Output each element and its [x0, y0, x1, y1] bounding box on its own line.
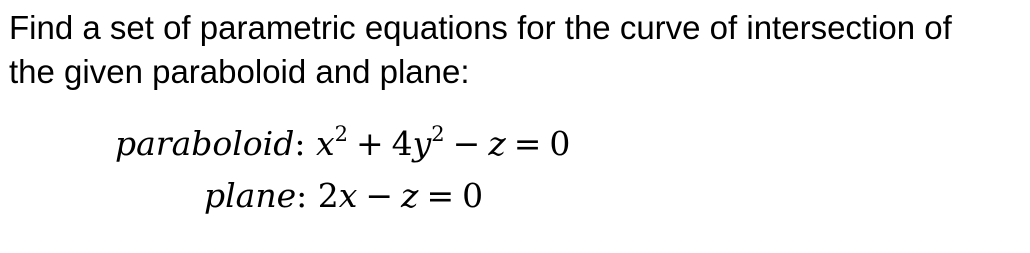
problem-statement [9, 6, 1019, 94]
plane-var-z: z [401, 176, 419, 215]
paraboloid-var-x: x [315, 124, 335, 163]
paraboloid-colon: : [294, 124, 306, 163]
plane-coef-x: 2 [317, 176, 339, 215]
plane-rhs: 0 [462, 176, 484, 215]
paraboloid-plus: + [355, 124, 384, 163]
paraboloid-label: paraboloid [115, 124, 295, 163]
plane-minus: − [365, 176, 394, 215]
problem-line-1: Find a set of parametric equations for the curve of intersection of [9, 9, 952, 46]
paraboloid-rhs: 0 [549, 124, 571, 163]
plane-label: plane [204, 176, 297, 215]
plane-colon: : [296, 176, 308, 215]
paraboloid-exp-y: 2 [431, 122, 445, 146]
paraboloid-exp-x: 2 [334, 122, 348, 146]
paraboloid-var-z: z [488, 124, 506, 163]
paraboloid-equation [115, 124, 570, 164]
paraboloid-minus: − [452, 124, 481, 163]
paraboloid-equals: = [513, 124, 542, 163]
paraboloid-var-y: y [412, 124, 432, 163]
plane-var-x: x [338, 176, 358, 215]
plane-equation [204, 176, 483, 216]
paraboloid-coef-y: 4 [391, 124, 413, 163]
plane-equals: = [426, 176, 455, 215]
problem-line-2: the given paraboloid and plane: [9, 53, 470, 90]
